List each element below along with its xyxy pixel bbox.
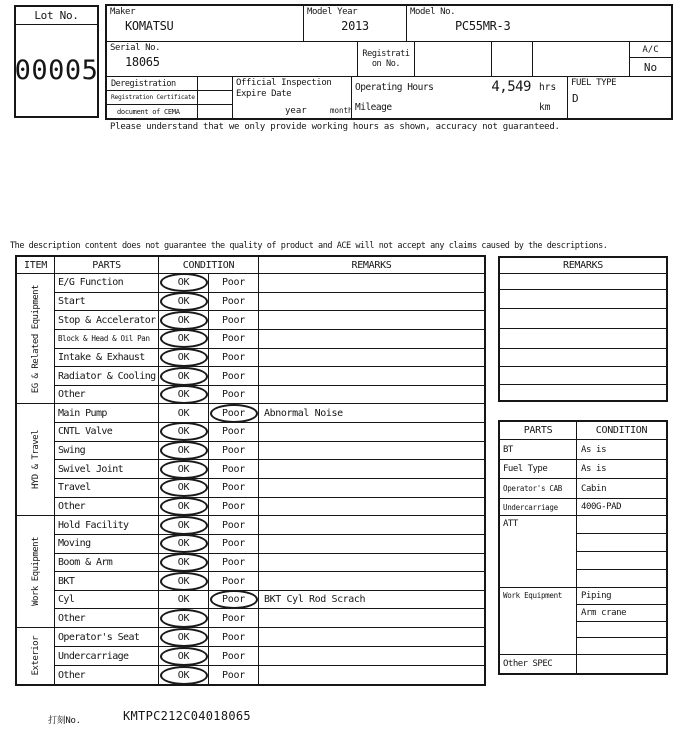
inspection-row [55,628,484,647]
poor-mark: Poor [222,445,245,457]
group-label: Exterior [30,636,41,676]
registration-no-cell [358,42,415,76]
inspection-row [55,498,484,516]
spec-row [500,655,666,673]
poor-mark: Poor [222,500,245,512]
ok-mark: OK [177,594,190,606]
spec-condition-value [577,638,666,654]
condition-ok [159,666,209,684]
condition-poor [209,367,259,385]
remark-text [259,330,484,348]
machine-info-row-3 [107,77,671,118]
machine-info-row-2 [107,42,671,77]
condition-poor [209,628,259,646]
ok-mark: OK [160,460,208,479]
inspection-group [17,404,484,516]
remark-text [259,666,484,684]
condition-poor [209,311,259,329]
condition-poor [209,460,259,478]
condition-ok [159,554,209,572]
poor-mark: Poor [222,277,245,289]
remark-text [259,498,484,516]
inspection-row [55,591,484,610]
condition-ok [159,591,209,609]
remark-text [259,442,484,460]
condition-ok [159,479,209,497]
spec-part-label: BT [500,440,577,459]
remark-text [259,460,484,478]
condition-ok [159,442,209,460]
remarks-empty-row [500,367,666,385]
condition-poor [209,293,259,311]
spec-part-label: Fuel Type [500,460,577,478]
spec-condition-value: Arm crane [577,605,666,622]
fuel-type-value: D [572,92,579,105]
poor-mark: Poor [222,333,245,345]
registration-label-line1: Registrati [362,48,410,59]
condition-poor [209,479,259,497]
condition-ok [159,367,209,385]
month-label: month [330,106,353,115]
deregistration-block [107,77,233,118]
official-inspection-cell [233,77,352,118]
part-name: Operator's Seat [55,628,159,646]
spec-condition-value: As is [581,464,607,474]
spec-parts-header: PARTS [500,422,577,439]
poor-mark: Poor [222,519,245,531]
poor-mark: Poor [222,631,245,643]
group-label: Work Equipment [30,537,41,607]
operating-hours-cell [352,77,568,118]
ok-mark: OK [160,628,208,647]
ok-mark: OK [160,441,208,460]
condition-ok [159,647,209,665]
remark-text [259,386,484,404]
ac-label: A/C [630,42,671,58]
ok-mark: OK [160,273,208,292]
spec-row [500,499,666,516]
registration-empty-cell-2 [492,42,533,76]
condition-ok [159,423,209,441]
mileage-line [352,98,567,119]
inspection-row [55,311,484,330]
remarks-empty-row [500,349,666,367]
ok-mark: OK [160,478,208,497]
ok-mark: OK [160,422,208,441]
condition-poor [209,516,259,534]
part-name: Travel [55,479,159,497]
model-no-label: Model No. [410,7,456,17]
model-year-label: Model Year [307,7,358,17]
registration-certificate-check-cell [198,91,232,104]
spec-condition-value: Cabin [581,483,607,494]
parts-column-header: PARTS [55,257,159,273]
spec-table-header [500,422,666,440]
spec-part-label: Work Equipment [500,588,577,654]
poor-mark: Poor [222,669,245,681]
condition-poor [209,274,259,292]
document-of-cema-label: document of CEMA [107,105,198,118]
stamp-no-label: 打刻No. [48,716,81,726]
inspection-row [55,666,484,684]
poor-mark: Poor [222,463,245,475]
condition-ok [159,572,209,590]
remark-text [259,609,484,627]
part-name: Cyl [55,591,159,609]
working-hours-note: Please understand that we only provide working hours as shown, accuracy not guaranteed. [110,122,560,132]
official-inspection-label-line2: Expire Date [236,89,292,100]
group-rows [55,404,484,515]
inspection-row [55,572,484,591]
condition-poor [209,609,259,627]
model-no-cell [407,6,671,41]
fuel-type-label: FUEL TYPE [571,78,617,88]
condition-ok [159,498,209,516]
condition-column-header: CONDITION [159,257,259,273]
model-no-value: PC55MR-3 [455,19,511,33]
operating-hours-line [352,77,567,98]
maker-cell [107,6,304,41]
condition-poor [209,386,259,404]
poor-mark: Poor [210,404,258,423]
stamp-no-value: KMTPC212C04018065 [123,709,251,723]
poor-mark: Poor [222,612,245,624]
condition-ok [159,293,209,311]
poor-mark: Poor [222,482,245,494]
remark-text [259,479,484,497]
mileage-label: Mileage [355,102,392,114]
disclaimer-text: The description content does not guarantee the quality of product and ACE will not accept any claims caused by the descriptions. [10,241,608,251]
remark-text [259,349,484,367]
condition-poor [209,572,259,590]
part-name: Intake & Exhaust [55,349,159,367]
ac-value: No [643,60,658,74]
part-name: CNTL Valve [55,423,159,441]
ac-cell [630,42,671,76]
remarks-box [498,256,668,402]
part-name: Other [55,609,159,627]
group-rows [55,274,484,403]
part-name: Block & Head & Oil Pan [55,330,159,348]
lot-label: Lot No. [16,7,97,25]
registration-certificate-row [107,91,232,105]
inspection-row [55,386,484,404]
spec-condition-value [577,552,666,570]
serial-no-label: Serial No. [110,43,161,53]
ok-mark: OK [160,348,208,367]
spec-condition-value [577,622,666,639]
serial-no-cell [107,42,358,76]
remark-text: BKT Cyl Rod Scrach [264,594,366,606]
deregistration-row [107,77,232,91]
inspection-row [55,442,484,461]
remark-text [259,647,484,665]
spec-part-label: Operator's CAB [500,479,577,498]
remark-text [259,274,484,292]
inspection-row [55,460,484,479]
inspection-row [55,293,484,312]
lot-number-box [14,5,99,118]
part-name: Radiator & Cooling [55,367,159,385]
operating-hours-value: 4,549 [491,79,531,96]
official-inspection-label [233,77,351,101]
remarks-column-header: REMARKS [351,259,392,271]
item-group-cell [17,274,55,403]
condition-poor [209,647,259,665]
condition-ok [159,628,209,646]
remark-text [259,311,484,329]
ok-mark: OK [160,367,208,386]
inspection-row [55,367,484,386]
inspection-group [17,274,484,404]
poor-mark: Poor [210,590,258,609]
ok-mark: OK [160,292,208,311]
registration-certificate-label: Registration Certificate [107,91,198,104]
ok-mark: OK [160,329,208,348]
inspection-row [55,274,484,293]
inspection-row [55,609,484,627]
poor-mark: Poor [222,538,245,550]
condition-ok [159,330,209,348]
remark-text [259,628,484,646]
fuel-type-cell [568,77,671,118]
ok-mark: OK [160,497,208,516]
part-name: Moving [55,535,159,553]
remarks-empty-row [500,309,666,329]
maker-value: KOMATSU [125,19,174,33]
maker-label: Maker [110,7,136,17]
machine-info-row-1 [107,6,671,42]
poor-mark: Poor [222,370,245,382]
condition-poor [209,349,259,367]
lot-value: 00005 [14,54,99,86]
condition-ok [159,516,209,534]
remarks-empty-row [500,385,666,400]
document-of-cema-row [107,105,232,118]
condition-ok [159,609,209,627]
deregistration-label: Deregistration [107,77,198,90]
part-name: Hold Facility [55,516,159,534]
remark-text: Abnormal Noise [264,407,343,419]
condition-ok [159,274,209,292]
condition-ok [159,386,209,404]
part-name: Start [55,293,159,311]
group-rows [55,628,484,684]
ok-mark: OK [160,609,208,628]
ok-mark: OK [160,385,208,404]
machine-info-table [105,4,673,120]
inspection-row [55,535,484,554]
part-name: Swivel Joint [55,460,159,478]
poor-mark: Poor [222,351,245,363]
serial-no-value: 18065 [125,55,160,69]
official-inspection-label-line1: Official Inspection [236,78,332,88]
inspection-row [55,349,484,368]
remark-text [259,572,484,590]
spec-part-label: Other SPEC [500,655,577,673]
poor-mark: Poor [222,314,245,326]
condition-poor [209,554,259,572]
spec-part-label: Undercarriage [500,499,577,515]
spec-condition-value: As is [581,444,607,455]
condition-ok [159,311,209,329]
part-name: Boom & Arm [55,554,159,572]
inspection-row [55,404,484,423]
part-name: Other [55,666,159,684]
inspection-group [17,516,484,628]
group-label: EG & Related Equipment [30,284,41,393]
inspection-row [55,516,484,535]
part-name: Stop & Accelerator [55,311,159,329]
spec-table [498,420,668,675]
ok-mark: OK [160,572,208,591]
document-of-cema-check-cell [198,105,232,118]
spec-sub-rows [577,588,666,654]
part-name: E/G Function [55,274,159,292]
condition-poor [209,423,259,441]
group-rows [55,516,484,627]
condition-ok [159,460,209,478]
part-name: Other [55,386,159,404]
model-year-cell [304,6,407,41]
part-name: Swing [55,442,159,460]
year-label: year [285,106,307,116]
item-group-cell [17,628,55,684]
spec-row [500,516,666,588]
remark-text [259,423,484,441]
spec-table-body [500,440,666,673]
condition-ok [159,349,209,367]
poor-mark: Poor [222,295,245,307]
spec-sub-rows [577,516,666,587]
mileage-unit: km [539,102,551,114]
condition-ok [159,404,209,422]
inspection-row [55,330,484,349]
spec-row [500,440,666,460]
operating-hours-unit: hrs [539,81,557,93]
condition-poor [209,666,259,684]
condition-poor [209,442,259,460]
remark-text [259,293,484,311]
poor-mark: Poor [222,426,245,438]
spec-part-label: ATT [500,516,577,587]
remark-text [259,535,484,553]
inspection-table-header [17,257,484,274]
inspection-row [55,423,484,442]
part-name: Main Pump [55,404,159,422]
remark-text [259,516,484,534]
ok-mark: OK [177,407,190,419]
registration-label-line2: on No. [371,59,401,69]
poor-mark: Poor [222,650,245,662]
spec-condition-value: Piping [577,588,666,605]
part-name: Other [55,498,159,516]
spec-condition-header: CONDITION [595,425,648,436]
condition-ok [159,535,209,553]
spec-condition-value [577,516,666,534]
model-year-value: 2013 [341,19,369,33]
item-column-header: ITEM [17,257,55,273]
group-label: HYD & Travel [30,430,41,490]
item-group-cell [17,404,55,515]
condition-poor [209,535,259,553]
inspection-group [17,628,484,684]
inspection-row [55,554,484,573]
deregistration-check-cell [198,77,232,90]
ok-mark: OK [160,553,208,572]
remark-text [259,367,484,385]
poor-mark: Poor [222,389,245,401]
ok-mark: OK [160,647,208,666]
ok-mark: OK [160,534,208,553]
condition-poor [209,591,259,609]
spec-condition-value [577,655,666,673]
spec-condition-value [577,570,666,587]
remarks-box-header: REMARKS [500,258,666,274]
item-group-cell [17,516,55,627]
spec-condition-value: 400G-PAD [581,502,622,512]
spec-condition-value [577,534,666,552]
ok-mark: OK [160,311,208,330]
spec-row [500,588,666,655]
remark-text [259,554,484,572]
registration-empty-cell-3 [533,42,630,76]
inspection-row [55,647,484,666]
poor-mark: Poor [222,556,245,568]
spec-row [500,460,666,479]
condition-poor [209,498,259,516]
part-name: Undercarriage [55,647,159,665]
ok-mark: OK [160,666,208,685]
condition-poor [209,404,259,422]
inspection-row [55,479,484,498]
operating-hours-label: Operating Hours [355,81,434,93]
registration-empty-cell-1 [415,42,492,76]
remarks-empty-row [500,274,666,290]
remarks-empty-row [500,329,666,349]
inspection-table-body [17,274,484,684]
ok-mark: OK [160,516,208,535]
poor-mark: Poor [222,575,245,587]
remarks-empty-row [500,290,666,309]
inspection-table [15,255,486,686]
spec-row [500,479,666,499]
condition-poor [209,330,259,348]
part-name: BKT [55,572,159,590]
